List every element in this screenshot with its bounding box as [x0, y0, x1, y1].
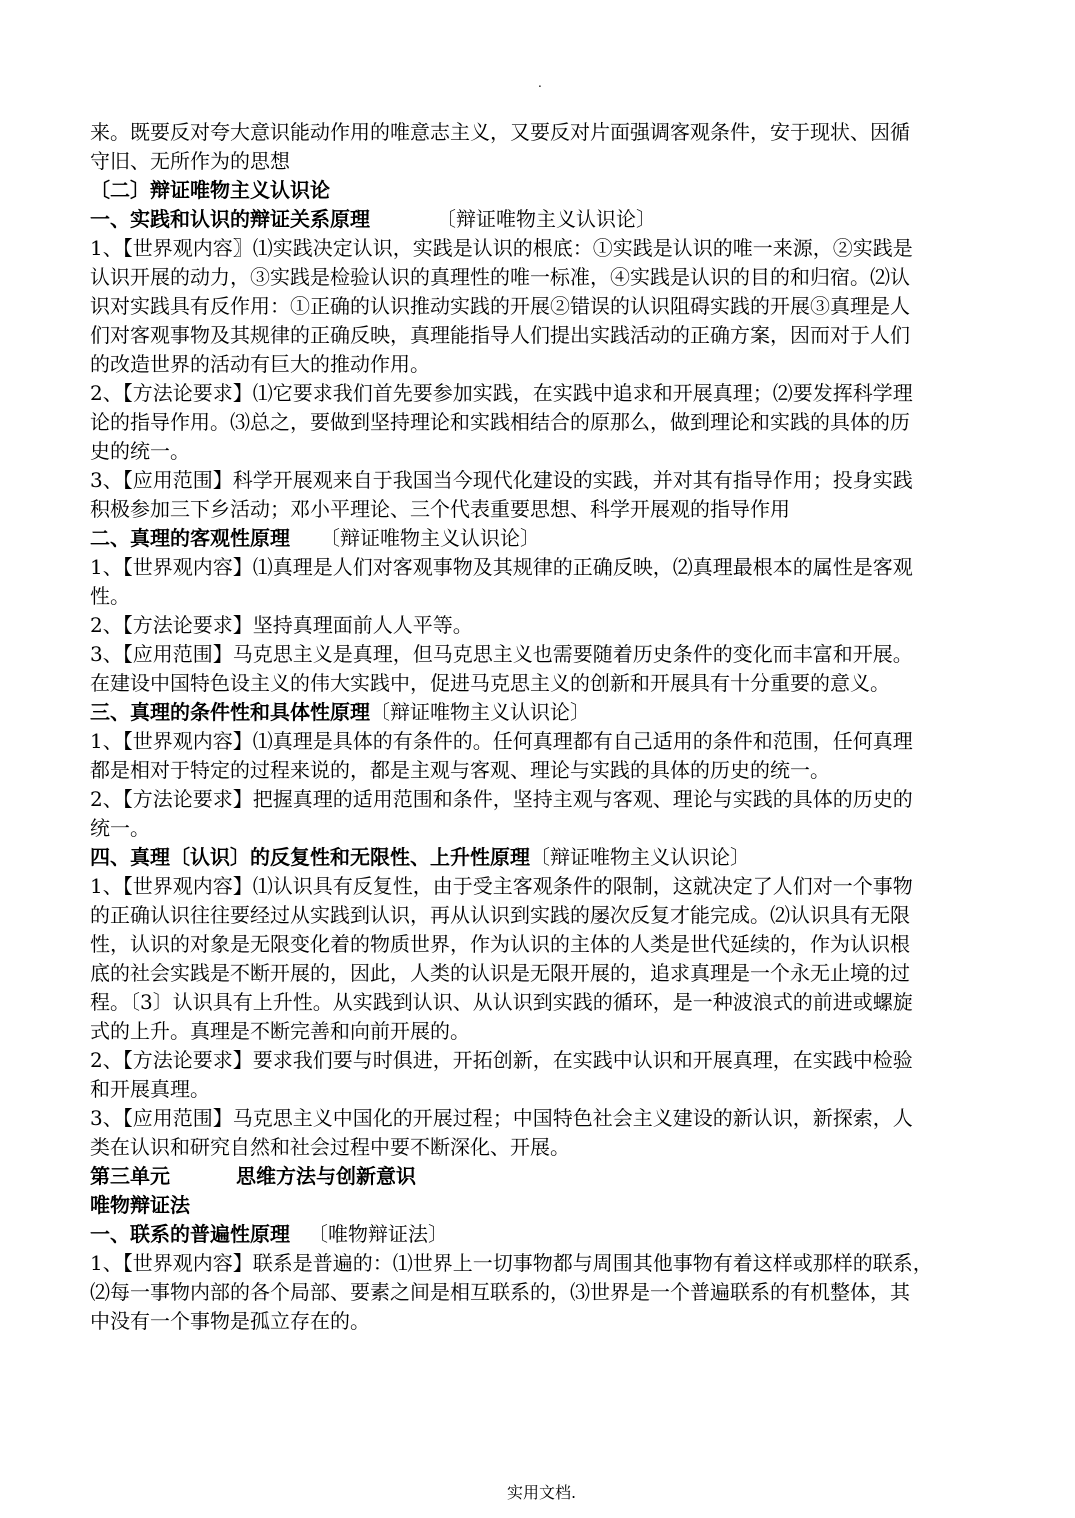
principle-heading: 二、真理的客观性原理 〔辩证唯物主义认识论〕	[90, 526, 540, 550]
text-line: 识对实践具有反作用：①正确的认识推动实践的开展②错误的认识阻碍实践的开展③真理是人	[90, 294, 910, 318]
text-line: 中没有一个事物是孤立存在的。	[90, 1309, 370, 1333]
text-line: 统一。	[90, 816, 150, 840]
text-line: 来。既要反对夸大意识能动作用的唯意志主义，又要反对片面强调客观条件，安于现状、因循	[90, 120, 910, 144]
text-line: 积极参加三下乡活动；邓小平理论、三个代表重要思想、科学开展观的指导作用	[90, 497, 790, 521]
text-line: 1、【世界观内容】联系是普遍的：⑴世界上一切事物都与周围其他事物有着这样或那样的联系，	[90, 1251, 933, 1275]
text-line: 认识开展的动力，③实践是检验认识的真理性的唯一标准，④实践是认识的目的和归宿。⑵认	[90, 265, 910, 289]
principle-heading: 四、真理〔认识〕的反复性和无限性、上升性原理〔辩证唯物主义认识论〕	[90, 845, 750, 869]
text-line: 性。	[90, 584, 130, 608]
document-body	[90, 118, 1002, 1336]
text-line: 1、【世界观内容〗⑴实践决定认识，实践是认识的根底：①实践是认识的唯一来源，②实践是	[90, 236, 913, 260]
page-footer: 实用文档.	[507, 1483, 577, 1502]
text-line: 式的上升。真理是不断完善和向前开展的。	[90, 1019, 470, 1043]
unit-heading: 第三单元 思维方法与创新意识	[90, 1164, 416, 1188]
text-line: 们对客观事物及其规律的正确反映，真理能指导人们提出实践活动的正确方案，因而对于人们	[90, 323, 910, 347]
text-line: 3、【应用范围】马克思主义是真理，但马克思主义也需要随着历史条件的变化而丰富和开展。	[90, 642, 913, 666]
text-line: 的正确认识往往要经过从实践到认识，再从认识到实践的屡次反复才能完成。⑵认识具有无限	[90, 903, 910, 927]
text-line: 类在认识和研究自然和社会过程中要不断深化、开展。	[90, 1135, 570, 1159]
text-line: 1、【世界观内容】⑴真理是具体的有条件的。任何真理都有自己适用的条件和范围，任何真理	[90, 729, 913, 753]
text-line: 和开展真理。	[90, 1077, 210, 1101]
text-line: 程。〔3〕认识具有上升性。从实践到认识、从认识到实践的循环，是一种波浪式的前进或螺旋	[90, 990, 913, 1014]
text-line: 2、【方法论要求】把握真理的适用范围和条件，坚持主观与客观、理论与实践的具体的历史的	[90, 787, 913, 811]
principle-heading: 一、实践和认识的辩证关系原理 〔辩证唯物主义认识论〕	[90, 207, 656, 231]
text-line: 2、【方法论要求】要求我们要与时俱进，开拓创新，在实践中认识和开展真理，在实践中检验	[90, 1048, 913, 1072]
text-line: 在建设中国特色设主义的伟大实践中，促进马克思主义的创新和开展具有十分重要的意义。	[90, 671, 890, 695]
principle-heading: 三、真理的条件性和具体性原理〔辩证唯物主义认识论〕	[90, 700, 590, 724]
text-line: 守旧、无所作为的思想	[90, 149, 290, 173]
principle-heading: 一、联系的普遍性原理 〔唯物辩证法〕	[90, 1222, 448, 1246]
text-line: 1、【世界观内容】⑴认识具有反复性，由于受主客观条件的限制，这就决定了人们对一个事物	[90, 874, 913, 898]
section-heading: 唯物辩证法	[90, 1193, 190, 1217]
text-line: 2、【方法论要求】⑴它要求我们首先要参加实践，在实践中追求和开展真理；⑵要发挥科学理	[90, 381, 913, 405]
text-line: ⑵每一事物内部的各个局部、要素之间是相互联系的，⑶世界是一个普遍联系的有机整体，其	[90, 1280, 910, 1304]
text-line: 底的社会实践是不断开展的，因此，人类的认识是无限开展的，追求真理是一个永无止境的过	[90, 961, 910, 985]
text-line: 3、【应用范围】科学开展观来自于我国当今现代化建设的实践，并对其有指导作用；投身实践	[90, 468, 913, 492]
text-line: 2、【方法论要求】坚持真理面前人人平等。	[90, 613, 473, 637]
section-heading: 〔二〕辩证唯物主义认识论	[90, 178, 330, 202]
text-line: 1、【世界观内容】⑴真理是人们对客观事物及其规律的正确反映，⑵真理最根本的属性是客观	[90, 555, 913, 579]
text-line: 3、【应用范围】马克思主义中国化的开展过程；中国特色社会主义建设的新认识，新探索，人	[90, 1106, 913, 1130]
header-dot: .	[538, 76, 542, 90]
text-line: 史的统一。	[90, 439, 190, 463]
text-line: 的改造世界的活动有巨大的推动作用。	[90, 352, 430, 376]
text-line: 性，认识的对象是无限变化着的物质世界，作为认识的主体的人类是世代延续的，作为认识根	[90, 932, 910, 956]
text-line: 论的指导作用。⑶总之，要做到坚持理论和实践相结合的原那么，做到理论和实践的具体的历	[90, 410, 910, 434]
text-line: 都是相对于特定的过程来说的，都是主观与客观、理论与实践的具体的历史的统一。	[90, 758, 830, 782]
